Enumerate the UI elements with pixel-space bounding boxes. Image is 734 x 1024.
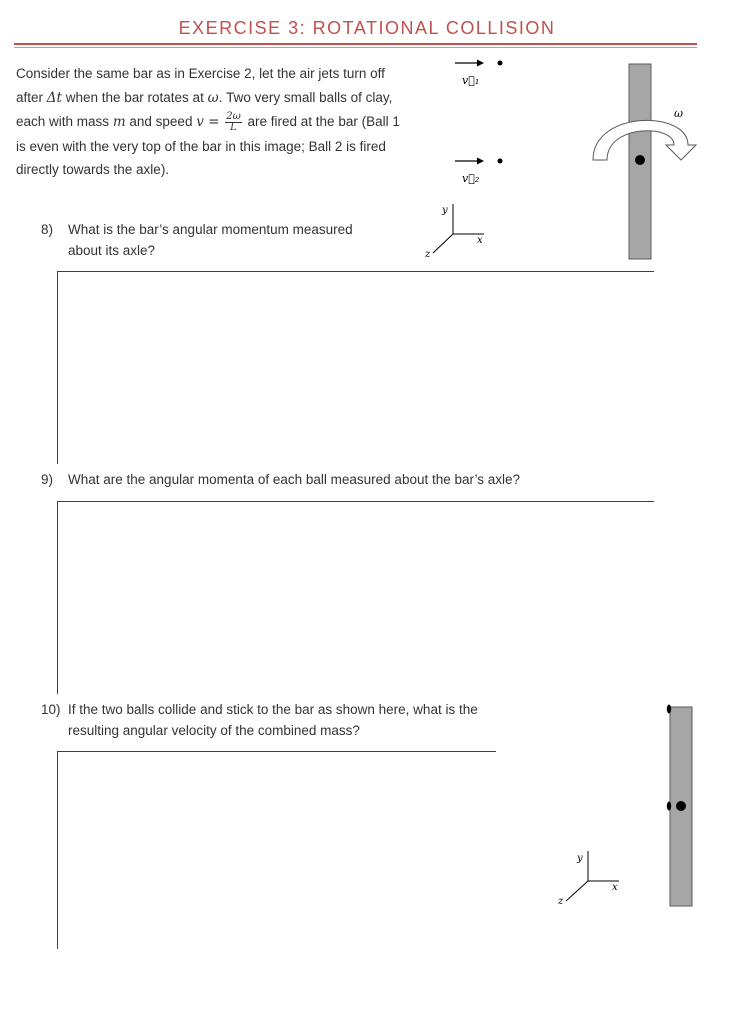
question-number: 9) bbox=[41, 472, 54, 487]
v2-label: v⃗₂ bbox=[462, 172, 480, 185]
fraction-numerator: 2ω bbox=[226, 110, 241, 122]
intro-text-5: are fired at the bar (Ball 1 is even with the very top of the bar in this image; Ball 2 is fired directly towards the axle). bbox=[16, 114, 400, 177]
intro-text-3: . Two very small balls of clay, each with mass bbox=[16, 89, 393, 129]
question-text: What is the bar’s angular momentum measured about its axle? bbox=[68, 222, 353, 258]
stuck-ball-2 bbox=[667, 802, 671, 811]
omega-label: ω bbox=[674, 107, 683, 120]
axis-x-label: x bbox=[477, 235, 483, 246]
v1-label: v⃗₁ bbox=[462, 74, 480, 87]
speed-equation: v = bbox=[196, 114, 220, 130]
intro-text-1: Consider the same bar as in Exercise 2, let the air jets turn off after bbox=[16, 66, 385, 105]
question-text: If the two balls collide and stick to the bar as shown here, what is the resulting angular velocity of the combined mass? bbox=[68, 702, 478, 738]
mass-symbol: m bbox=[112, 114, 126, 130]
axes-2 bbox=[557, 851, 619, 907]
axis-x-label: x bbox=[612, 882, 618, 893]
axis-z-label: z bbox=[425, 249, 431, 260]
axis-z-label: z bbox=[558, 896, 564, 907]
page-title: EXERCISE 3: ROTATIONAL COLLISION bbox=[178, 18, 556, 38]
fraction-denominator: L bbox=[230, 121, 237, 133]
question-number: 10) bbox=[41, 702, 61, 717]
intro-text-4: and speed bbox=[129, 114, 193, 129]
question-number: 8) bbox=[41, 222, 54, 237]
delta-t-symbol: Δt bbox=[46, 89, 62, 106]
question-text: What are the angular momenta of each ball measured about the bar’s axle? bbox=[68, 472, 521, 487]
axis-y-label: y bbox=[577, 853, 583, 864]
axle-dot bbox=[676, 801, 686, 811]
omega-symbol: ω bbox=[207, 89, 219, 106]
stuck-ball-1 bbox=[667, 705, 671, 714]
axis-y-label: y bbox=[442, 205, 448, 216]
intro-text-2: when the bar rotates at bbox=[65, 89, 204, 105]
